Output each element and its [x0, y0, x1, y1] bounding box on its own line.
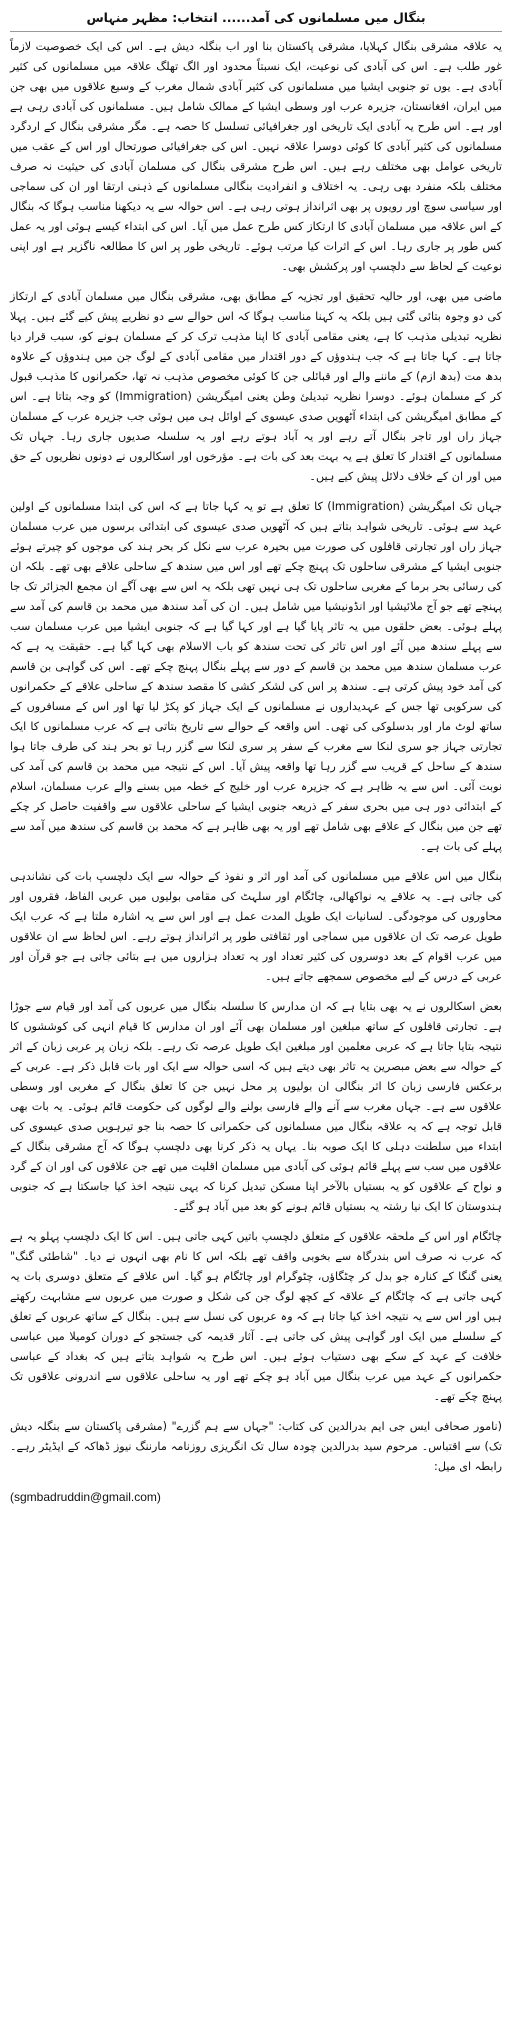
contact-email: (sgmbadruddin@gmail.com) — [10, 1490, 161, 1504]
article-paragraph: یہ علاقہ مشرقی بنگال کہلایا، مشرقی پاکستان بنا اور اب بنگلہ دیش ہے۔ اس کی ایک خصوصیت لازماً غور طلب ہے۔ اس کی آبادی کی نوعیت، ایک نسبتاً محدود اور الگ تھلگ علاقہ میں مسلمانوں کی کثیر آبادی ہے۔ یوں تو جنوبی ایشیا میں مسلمانوں کی کثیر آبادی شمال مغرب کے وسیع علاقوں میں بھی جن میں ایران، افغانستان، جزیرہ عرب اور وسطی ایشیا کے ممالک شامل ہیں۔ مسلمانوں کی آبادی رہی ہے اور ہے۔ اس طرح یہ آبادی ایک تاریخی اور جغرافیائی تسلسل کا حصہ ہے۔ مگر مشرقی بنگال کے اردگرد مسلمانوں کی کثیر آبادی کا کوئی دوسرا علاقہ نہیں۔ اس کی جغرافیائی صورتحال اور اس کے عقب میں تاریخی عوامل بھی مختلف رہے ہیں۔ اس طرح مشرقی بنگال کی مسلمان آبادی کی حیثیت نہ صرف مختلف بلکہ منفرد بھی رہی۔ یہ اختلاف و انفرادیت بنگالی مسلمانوں کے ذہنی ارتقا اور ان کی سماجی اور سیاسی سوچ اور رویوں پر بھی اثرانداز ہوتی رہی ہے۔ اس حوالہ سے یہ دیکھنا مناسب ہوگا کہ بنگال کے اس علاقہ میں مسلمان آبادی کا ارتکاز کس طرح عمل میں آیا۔ اس کی ابتداء کیسے ہوئی اور یہ عمل کس طور پر جاری رہا۔ اس کے اثرات کیا مرتب ہوئے۔ تاریخی طور پر اس کا مطالعہ ناگزیر ہے اور اپنی نوعیت کے لحاظ سے دلچسپ اور پرکشش بھی۔ — [10, 40, 502, 273]
article-paragraph: بنگال میں اس علاقے میں مسلمانوں کی آمد اور اثر و نفوذ کے حوالہ سے ایک دلچسپ بات کی نشاندہی کی جاتی ہے۔ یہ علاقے یہ نواکھالی، چاٹگام اور سلہٹ کی مقامی بولیوں میں عربی الفاظ، فقروں اور محاوروں کی موجودگی۔ لسانیات ایک طویل المدت عمل ہے اور اس سے یہ اشارہ ملتا ہے کہ عرب ایک طویل عرصہ تک ان علاقوں میں سماجی اور ثقافتی طور پر اثرانداز ہوتے رہے۔ اس لحاظ سے ان علاقوں میں عرب اقوام کے بعد دوسروں کی کثیر تعداد اور یہ تعداد ہزاروں میں ہے بتائی جاتی ہے جو قرآن اور عربی کے درس کے لیے مخصوص سمجھے جاتے ہیں۔ — [10, 870, 502, 983]
source-note: (نامور صحافی ایس جی ایم بدرالدین کی کتاب: "جہاں سے ہم گزرے" (مشرقی پاکستان سے بنگلہ دیش تک) سے اقتباس۔ مرحوم سید بدرالدین چودہ سال تک انگریزی روزنامہ مارننگ نیوز ڈھاکہ کے ایڈیٹر رہے۔ رابطہ ای میل: — [10, 1420, 502, 1473]
article-paragraph: جہاں تک امیگریشن (Immigration) کا تعلق ہے تو یہ کہا جاتا ہے کہ اس کی ابتدا مسلمانوں کے اولین عہد سے ہوئی۔ تاریخی شواہد بتاتے ہیں کہ آٹھویں صدی عیسوی کی ابتدائی برسوں میں عرب مسلمان جہاز راں اور تجارتی قافلوں کی صورت میں بحیرہ عرب سے نکل کر بحر ہند کی موجوں کو چیرتے ہوئے جنوبی ایشیا کے مشرقی ساحلوں تک پہنچ چکے تھے اور اس میں سندھ کے ساحلی علاقے بھی تھے۔ بلکہ ان کی رسائی بحر برما کے مغربی ساحلوں تک ہی نہیں تھی بلکہ یہ اس سے بھی آگے ان مجمع الجزائر تک جا پہنچے تھے جو آج ملائیشیا اور انڈونیشیا میں شامل ہیں۔ ان کی آمد سندھ میں محمد بن قاسم کی آمد سے پہلے ہوئی۔ بعض حلقوں میں یہ تاثر پایا گیا ہے اور کہا گیا ہے کہ جنوبی ایشیا میں عرب مسلمان سب سے پہلے سندھ میں آئے اور اس تاثر کی تحت سندھ کو باب الاسلام بھی کہا گیا ہے۔ حقیقت یہ ہے کہ عرب مسلمان سندھ میں محمد بن قاسم کے دور سے پہلے بنگال پہنچ چکے تھے۔ اس کی گواہی بن قاسم کی آمد خود پیش کرتی ہے۔ سندھ پر اس کی لشکر کشی کا مقصد سندھ کے ساحلی علاقے کے حکمرانوں کی سرکوبی تھا جس کے عہدیداروں نے مسلمانوں کے ایک جہاز کو پکڑ لیا تھا اور اس کے مسافروں کے ساتھ لوٹ مار اور بدسلوکی کی تھی۔ اس واقعہ کے حوالے سے تاریخ بتاتی ہے کہ عرب مسلمانوں کا ایک تجارتی جہاز جو سری لنکا سے مغرب کے سفر پر سری لنکا سے گزر رہا تو بحر ہند کی طرف جاتا ہوا سندھ کے ساحل کے قریب سے گزر رہا تھا واقعہ پیش آیا۔ اس کے نتیجہ میں محمد بن قاسم کی آمد کی نوبت آئی۔ اس سے یہ ظاہر ہے کہ جزیرہ عرب اور خلیج کے خطہ میں بسنے والے عرب مسلمان، اسلام کے ابتدائی دور ہی میں بحری سفر کے ذریعہ جنوبی ایشیا کے ساحلی علاقوں سے واقفیت حاصل کر چکے تھے جن میں بنگال کے علاقے بھی شامل تھے اور یہ بھی ظاہر ہے کہ محمد بن قاسم کی سندھ میں آمد سے پہلے کی بات ہے۔ — [10, 500, 502, 853]
article-title: بنگال میں مسلمانوں کی آمد...... انتخاب: مظہر منہاس — [10, 8, 502, 32]
article-paragraph: بعض اسکالروں نے یہ بھی بتایا ہے کہ ان مدارس کا سلسلہ بنگال میں عربوں کی آمد اور قیام سے جوڑا ہے۔ تجارتی قافلوں کے ساتھ مبلغین اور مسلمان بھی آئے اور ان مدارس کا قیام انہی کی کوششوں کا نتیجہ بتایا جاتا ہے کہ عربی معلمین اور مبلغین ایک طویل عرصہ تک رہے۔ بلکہ زبان پر عربی زبان کے اثر کے حوالہ سے بعض مبصرین یہ تاثر بھی دیتے ہیں کہ اسی حوالہ سے ایک اور بات قابل ذکر ہے۔ عربی کے برعکس فارسی زبان کا اثر بنگالی ان بولیوں پر محل نہیں جن کا تعلق بنگال کے مغربی اور وسطی علاقوں سے ہے۔ جہاں مغرب سے آنے والے فارسی بولنے والے لوگوں کی حکومت قائم ہوئی۔ یہ بات بھی قابل توجہ ہے کہ یہ علاقہ بنگال میں مسلمانوں کی حکمرانی کا حصہ بنا جو تیرہویں صدی عیسوی کی ابتداء میں سلطنت دہلی کا ایک صوبہ بنا۔ یہاں یہ ذکر کرنا بھی دلچسپ ہوگا کہ آج مشرقی بنگال کے علاقوں میں سب سے پہلے قائم ہوئی کی آبادی میں مسلمان اقلیت میں تھے جن علاقوں کی اور ان کے گرد و نواح کے علاقوں کو یہ بستیاں بالآخر اپنا مسکن تبدیل کرنا کہ یہی نتیجہ اخذ کیا جاسکتا ہے کہ جنوبی ہندوستان کا ایک نیا رشتہ یہ بستیاں قائم ہونے کو بعد میں آباد ہو گئے۔ — [10, 1000, 502, 1213]
article-paragraph: ماضی میں بھی، اور حالیہ تحقیق اور تجزیہ کے مطابق بھی، مشرقی بنگال میں مسلمان آبادی کے ارتکاز کی دو وجوہ بتائی گئی ہیں بلکہ یہ کہنا مناسب ہوگا کہ اس حوالے سے دو نظریے پیش کیے گئے ہیں۔ پہلا نظریہ تبدیلی مذہب کا ہے، یعنی مقامی آبادی کا اپنا مذہب ترک کر کے مسلمان ہونے کو، سبب قرار دیا جاتا ہے۔ کہا جاتا ہے کہ جب ہندوؤں کے دور اقتدار میں مقامی آبادی کے لوگ جن میں ہندوؤں کے علاوہ بدھ مت (بدھ ازم) کے ماننے والے اور قبائلی جن کا کوئی مخصوص مذہب نہ تھا، حکمرانوں کا مذہب قبول کر کے مسلمان ہوئے۔ دوسرا نظریہ تبدیلیٔ وطن یعنی امیگریشن (Immigration) کو وجہ بتاتا ہے۔ اس کے مطابق امیگریشن کی ابتداء آٹھویں صدی عیسوی کے اوائل ہی میں ہوئی جب جزیرہ عرب کے مسلمان جہاز راں اور تاجر بنگال آتے رہے اور یہ آباد ہوتے رہے اور یہ سلسلہ صدیوں جاری رہا۔ جہاں تک مسلمانوں کے اقتدار کا تعلق ہے یہ بہت بعد کی بات ہے۔ مؤرخوں اور اسکالروں نے دونوں نظریوں کے حق میں اور ان کے خلاف دلائل پیش کیے ہیں۔ — [10, 290, 502, 483]
article-paragraph: چاٹگام اور اس کے ملحقہ علاقوں کے متعلق دلچسپ باتیں کہی جاتی ہیں۔ اس کا ایک دلچسپ پہلو یہ ہے کہ عرب نہ صرف اس بندرگاہ سے بخوبی واقف تھے بلکہ اس کا نام بھی انہوں نے دیا۔ "شاطئی گنگ" یعنی گنگا کے کنارہ جو بدل کر چٹگاؤں، چٹوگرام اور چاٹگام ہو گیا۔ اس علاقے کے متعلق دوسری بات یہ کہی جاتی ہے کہ چاٹگام کے علاقہ کے کچھ لوگ جن کی شکل و صورت میں عربوں سے مشابہت رکھتے ہیں اور اس سے یہ نتیجہ اخذ کیا جاتا ہے کہ وہ عربوں کی نسل سے ہیں۔ بنگال کے ساتھ عربوں کے تعلق کے سلسلے میں ایک اور گواہی پیش کی جاتی ہے۔ آثار قدیمہ کی جستجو کے دوران کومیلا میں عباسی خلافت کے عہد کے سکے بھی دستیاب ہوئے ہیں۔ اس طرح یہ شواہد بتاتے ہیں کہ بغداد کے عباسی حکمرانوں کے عہد میں عرب بنگال میں آباد ہو چکے تھے اور یہ ساحلی علاقوں سے اندرونی علاقوں تک پہنچ چکے تھے۔ — [10, 1230, 502, 1403]
